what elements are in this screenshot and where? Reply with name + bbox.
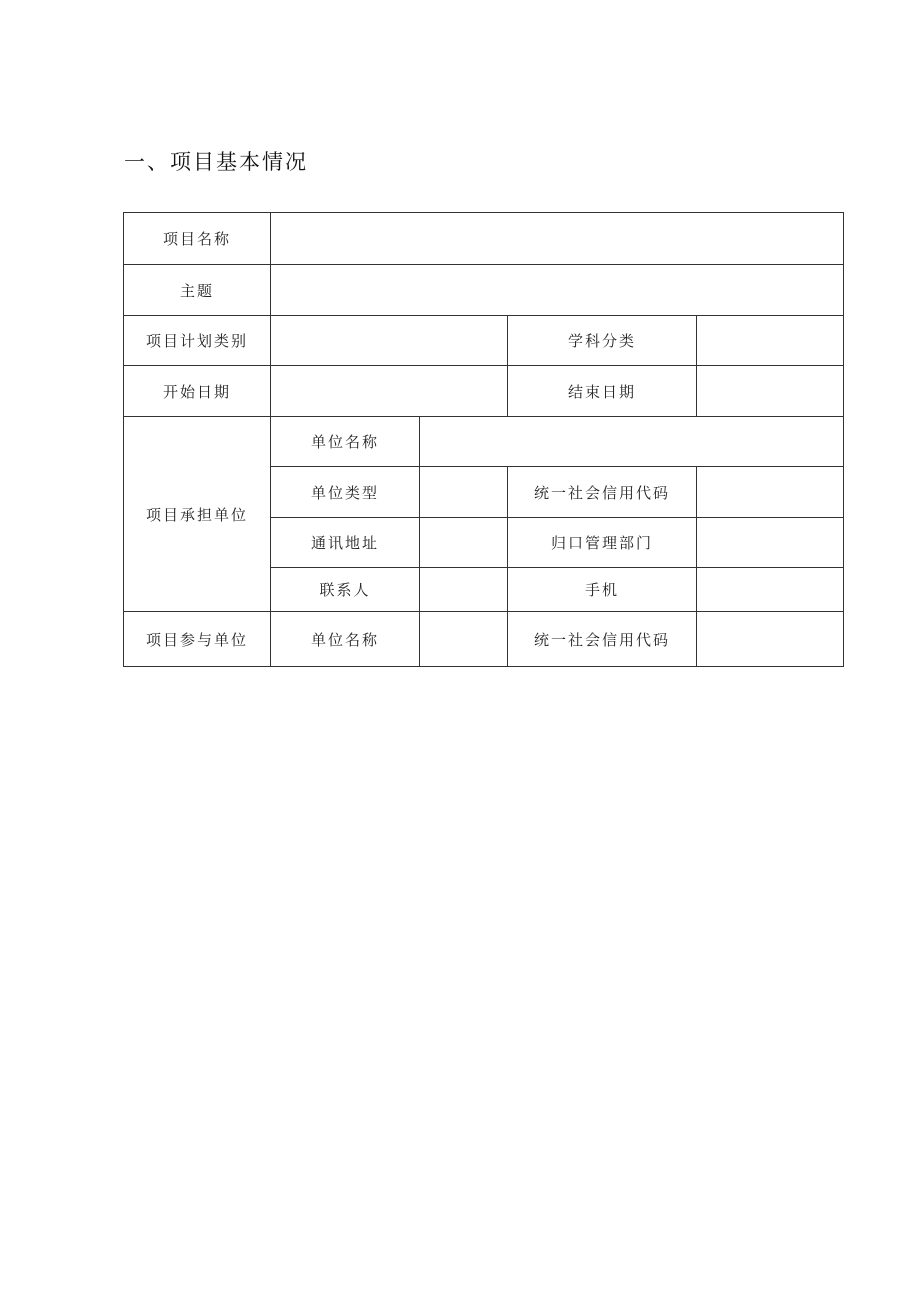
project-name-label: 项目名称 <box>124 213 271 265</box>
contact-field[interactable] <box>420 568 508 612</box>
partner-unit-name-label: 单位名称 <box>271 612 420 667</box>
address-field[interactable] <box>420 518 508 568</box>
supervisor-field[interactable] <box>697 518 844 568</box>
start-date-label: 开始日期 <box>124 366 271 417</box>
partner-unit-label: 项目参与单位 <box>124 612 271 667</box>
lead-unit-name-label: 单位名称 <box>271 417 420 467</box>
mobile-label: 手机 <box>508 568 697 612</box>
end-date-field[interactable] <box>697 366 844 417</box>
lead-unit-label: 项目承担单位 <box>124 417 271 612</box>
partner-credit-code-field[interactable] <box>697 612 844 667</box>
contact-label: 联系人 <box>271 568 420 612</box>
theme-label: 主题 <box>124 265 271 316</box>
lead-credit-code-label: 统一社会信用代码 <box>508 467 697 518</box>
lead-credit-code-field[interactable] <box>697 467 844 518</box>
plan-category-label: 项目计划类别 <box>124 316 271 366</box>
address-label: 通讯地址 <box>271 518 420 568</box>
plan-category-field[interactable] <box>271 316 508 366</box>
partner-credit-code-label: 统一社会信用代码 <box>508 612 697 667</box>
subject-field[interactable] <box>697 316 844 366</box>
subject-label: 学科分类 <box>508 316 697 366</box>
lead-unit-name-field[interactable] <box>420 417 844 467</box>
end-date-label: 结束日期 <box>508 366 697 417</box>
supervisor-label: 归口管理部门 <box>508 518 697 568</box>
lead-unit-type-field[interactable] <box>420 467 508 518</box>
project-name-field[interactable] <box>271 213 844 265</box>
section-title: 一、项目基本情况 <box>124 150 308 174</box>
partner-unit-name-field[interactable] <box>420 612 508 667</box>
theme-field[interactable] <box>271 265 844 316</box>
start-date-field[interactable] <box>271 366 508 417</box>
project-info-table <box>123 212 844 667</box>
mobile-field[interactable] <box>697 568 844 612</box>
lead-unit-type-label: 单位类型 <box>271 467 420 518</box>
